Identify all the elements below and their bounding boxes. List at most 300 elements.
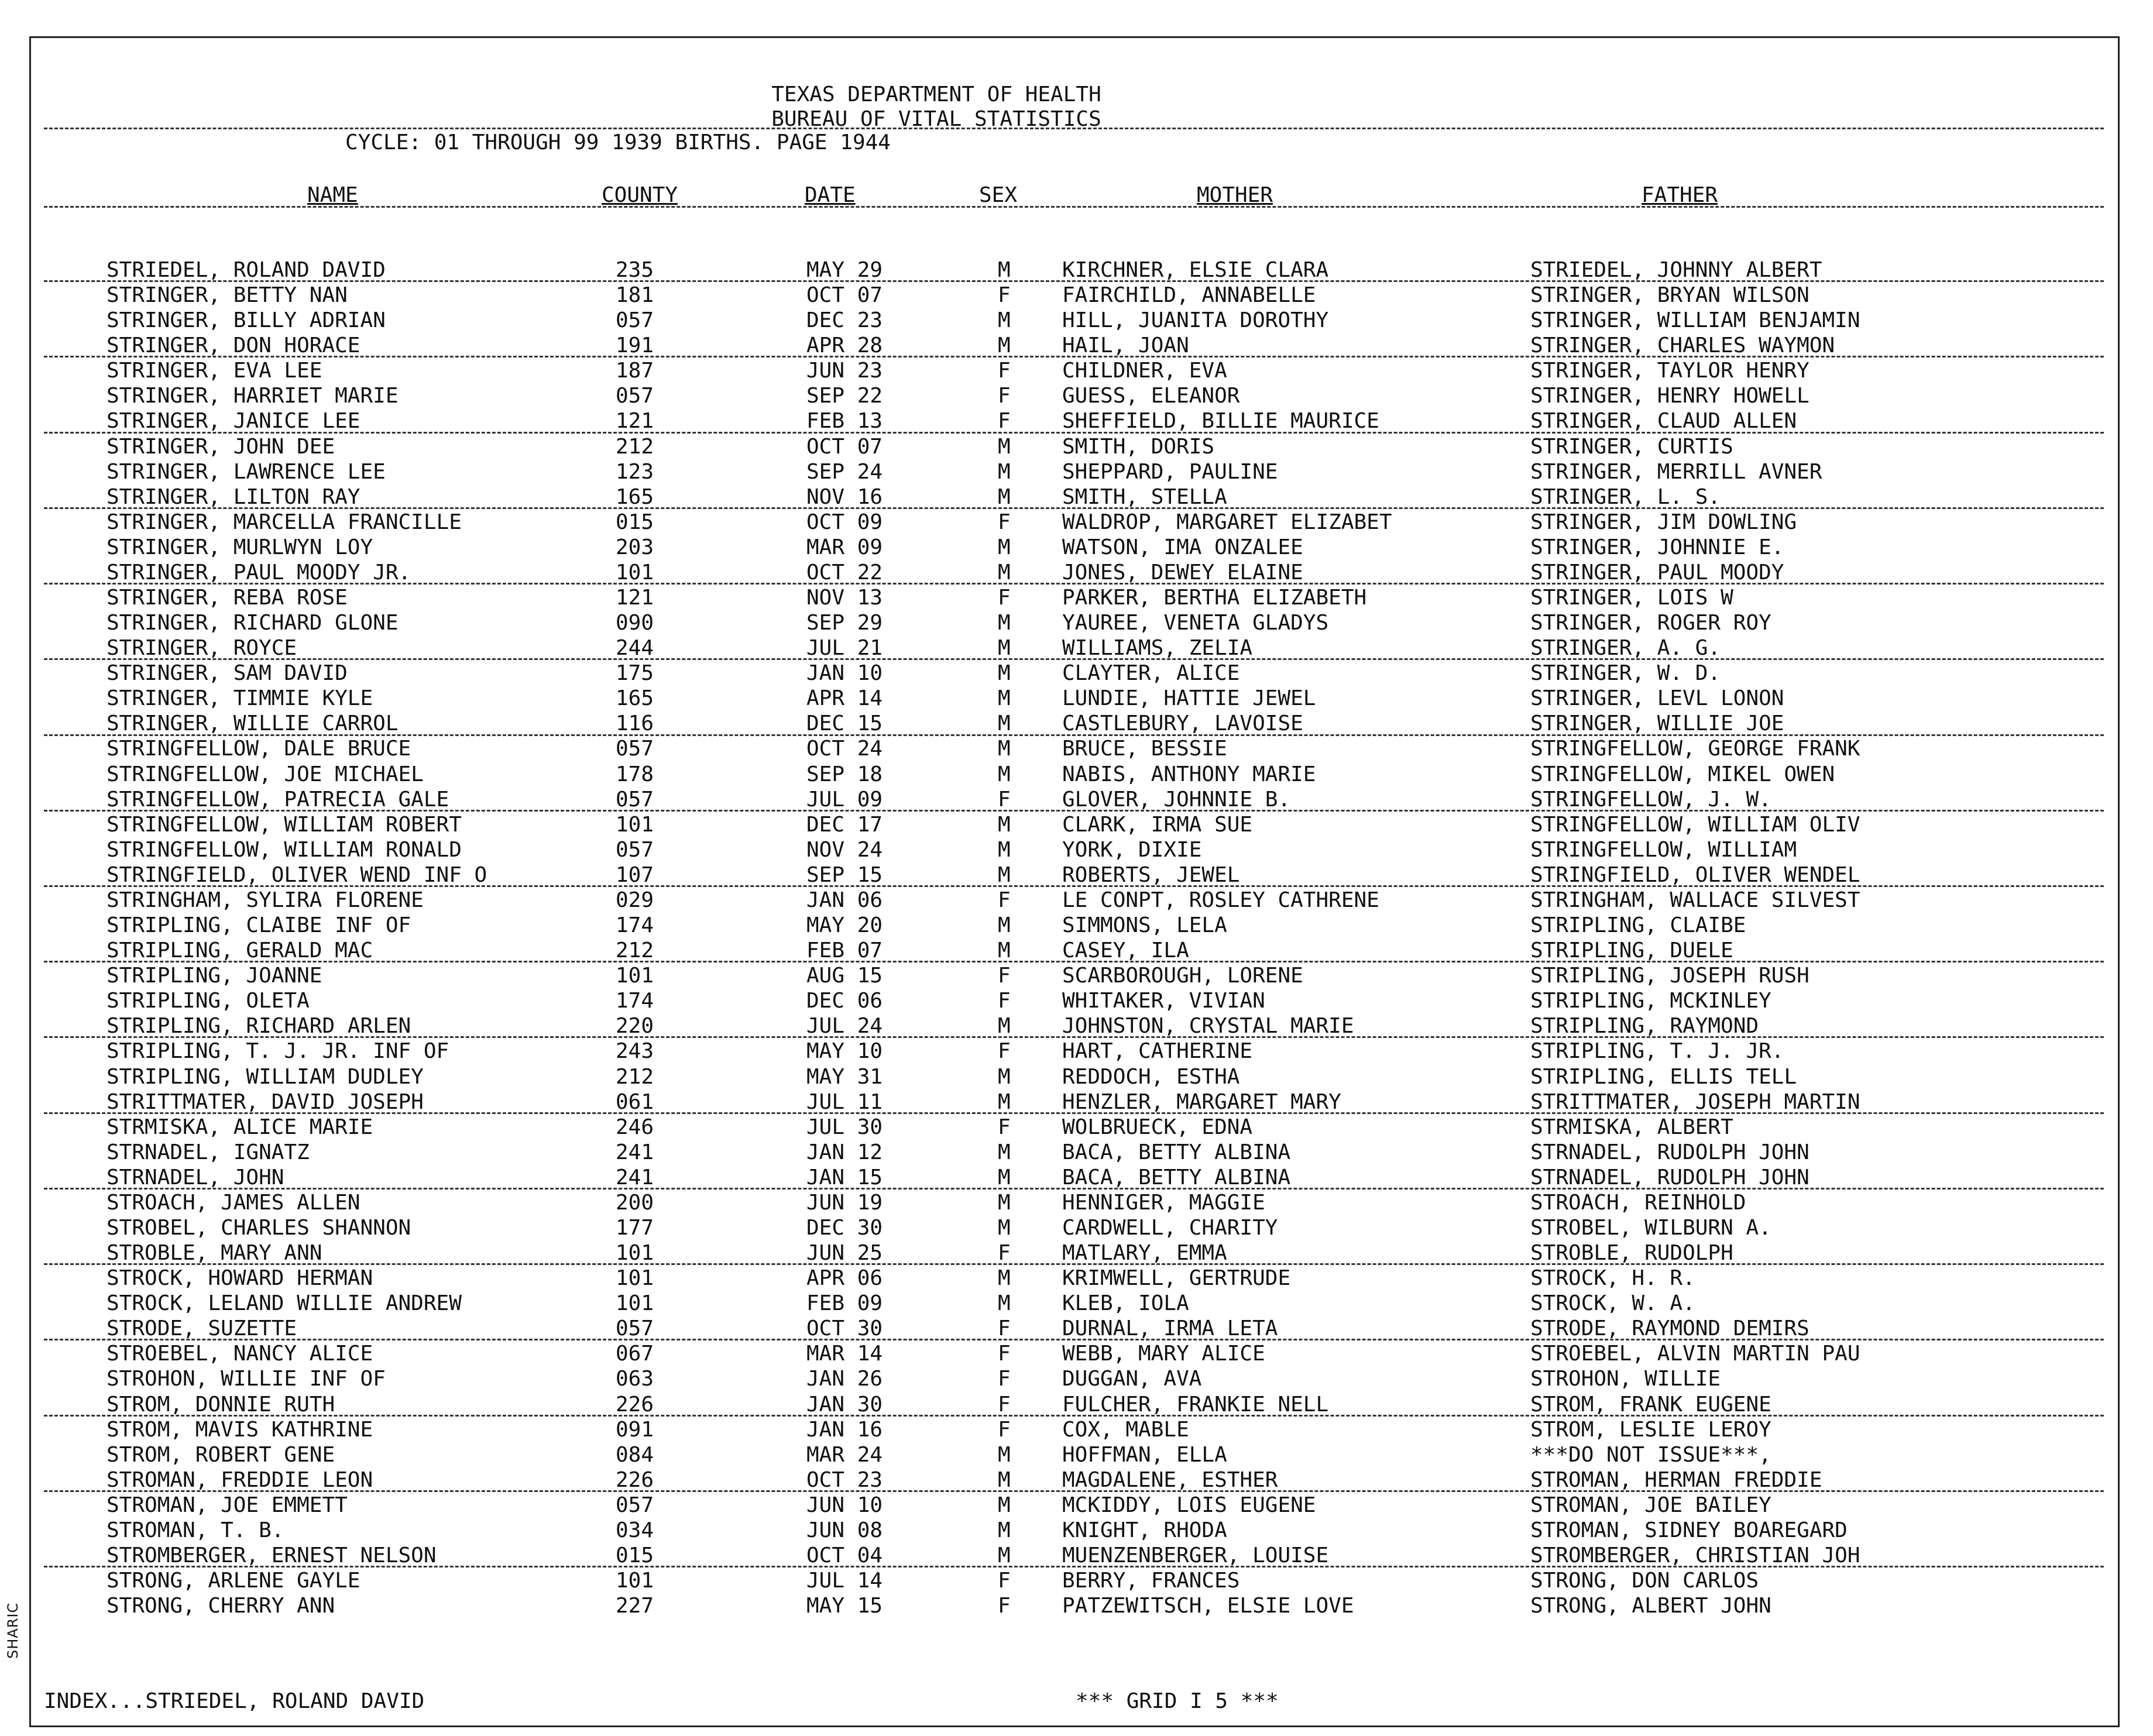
cell-name: STROCK, HOWARD HERMAN — [107, 1266, 373, 1291]
cell-date: JUL 11 — [806, 1089, 883, 1114]
cell-date: MAR 09 — [806, 535, 883, 559]
cell-mother: GUESS, ELEANOR — [1062, 384, 1240, 408]
cell-mother: HART, CATHERINE — [1062, 1039, 1253, 1064]
table-row — [0, 560, 2153, 585]
cell-sex: M — [998, 812, 1011, 837]
cell-date: OCT 07 — [806, 283, 883, 308]
cell-mother: MATLARY, EMMA — [1062, 1241, 1227, 1266]
table-row — [0, 1543, 2153, 1568]
cell-county: 123 — [616, 459, 654, 484]
cell-mother: WHITAKER, VIVIAN — [1062, 989, 1265, 1013]
cell-father: STRINGFELLOW, WILLIAM — [1530, 837, 1797, 862]
cell-father: STROHON, WILLIE — [1530, 1367, 1721, 1391]
cell-date: DEC 17 — [806, 812, 883, 837]
cell-date: MAR 24 — [806, 1442, 883, 1467]
table-row — [0, 308, 2153, 333]
cell-mother: BACA, BETTY ALBINA — [1062, 1140, 1291, 1164]
table-row — [0, 635, 2153, 661]
cell-mother: WOLBRUECK, EDNA — [1062, 1115, 1253, 1139]
cell-date: OCT 22 — [806, 560, 883, 585]
cell-name: STRINGHAM, SYLIRA FLORENE — [107, 888, 424, 912]
cell-mother: SHEFFIELD, BILLIE MAURICE — [1062, 409, 1379, 434]
cell-mother: CASEY, ILA — [1062, 939, 1189, 963]
table-row — [0, 1392, 2153, 1417]
cell-county: 203 — [616, 535, 654, 559]
cell-name: STRONG, CHERRY ANN — [107, 1594, 335, 1618]
cell-father: STRINGER, CLAUD ALLEN — [1530, 409, 1797, 434]
cell-sex: M — [998, 737, 1011, 761]
cell-sex: F — [998, 1417, 1011, 1442]
row-group-rule — [44, 1188, 2104, 1190]
cell-county: 057 — [616, 384, 654, 408]
cell-sex: M — [998, 1266, 1011, 1291]
index-line: INDEX...STRIEDEL, ROLAND DAVID — [44, 1689, 425, 1713]
cell-sex: M — [998, 762, 1011, 786]
cell-sex: M — [998, 1543, 1011, 1567]
table-row — [0, 1493, 2153, 1518]
cell-mother: KNIGHT, RHODA — [1062, 1518, 1227, 1542]
cell-sex: M — [998, 1442, 1011, 1467]
cell-father: STRIEDEL, JOHNNY ALBERT — [1530, 258, 1822, 282]
col-name: NAME — [307, 183, 358, 207]
cell-sex: F — [998, 1594, 1011, 1618]
table-row — [0, 1215, 2153, 1240]
cell-name: STRIPLING, WILLIAM DUDLEY — [107, 1064, 424, 1089]
cell-date: JAN 26 — [806, 1367, 883, 1391]
cell-sex: M — [998, 1518, 1011, 1542]
cell-date: FEB 07 — [806, 939, 883, 963]
cell-date: NOV 24 — [806, 837, 883, 862]
cell-mother: WALDROP, MARGARET ELIZABET — [1062, 510, 1392, 534]
cell-father: STROM, FRANK EUGENE — [1530, 1392, 1771, 1417]
cell-date: JAN 06 — [806, 888, 883, 912]
cell-date: JAN 12 — [806, 1140, 883, 1164]
cell-name: STRINGFELLOW, WILLIAM RONALD — [107, 837, 462, 862]
cell-date: JUN 10 — [806, 1493, 883, 1517]
table-row — [0, 1568, 2153, 1593]
cell-name: STROBLE, MARY ANN — [107, 1241, 322, 1266]
cell-county: 165 — [616, 484, 654, 509]
cell-date: FEB 09 — [806, 1291, 883, 1316]
cell-mother: MCKIDDY, LOIS EUGENE — [1062, 1493, 1316, 1517]
cell-county: 227 — [616, 1594, 654, 1618]
cell-father: STROCK, W. A. — [1530, 1291, 1695, 1316]
cell-mother: WATSON, IMA ONZALEE — [1062, 535, 1303, 559]
cell-sex: M — [998, 258, 1011, 282]
cell-county: 212 — [616, 1064, 654, 1089]
table-row — [0, 686, 2153, 711]
cell-name: STRINGER, EVA LEE — [107, 359, 322, 383]
row-group-rule — [44, 507, 2104, 509]
cell-father: STRNADEL, RUDOLPH JOHN — [1530, 1140, 1809, 1164]
table-row — [0, 1366, 2153, 1391]
cell-sex: M — [998, 1215, 1011, 1240]
cell-mother: BERRY, FRANCES — [1062, 1569, 1240, 1593]
table-row — [0, 358, 2153, 383]
cell-father: STROM, LESLIE LEROY — [1530, 1417, 1771, 1442]
cell-sex: F — [998, 384, 1011, 408]
table-row — [0, 1341, 2153, 1366]
row-group-rule — [44, 1339, 2104, 1340]
cell-name: STROM, ROBERT GENE — [107, 1442, 335, 1467]
cell-date: JAN 16 — [806, 1417, 883, 1442]
cell-father: STRNADEL, RUDOLPH JOHN — [1530, 1165, 1809, 1190]
cell-name: STRINGER, TIMMIE KYLE — [107, 686, 373, 711]
cell-county: 101 — [616, 1291, 654, 1316]
cell-county: 116 — [616, 711, 654, 736]
cell-father: STRODE, RAYMOND DEMIRS — [1530, 1316, 1809, 1341]
bureau-title: BUREAU OF VITAL STATISTICS — [771, 107, 1101, 131]
cell-name: STRINGER, JOHN DEE — [107, 434, 335, 459]
cell-sex: M — [998, 611, 1011, 635]
cell-county: 246 — [616, 1115, 654, 1139]
cell-mother: HENNIGER, MAGGIE — [1062, 1190, 1265, 1215]
cell-county: 057 — [616, 837, 654, 862]
cell-county: 091 — [616, 1417, 654, 1442]
cell-date: DEC 23 — [806, 308, 883, 333]
cell-name: STROMAN, JOE EMMETT — [107, 1493, 348, 1517]
cell-father: STRINGFELLOW, WILLIAM OLIV — [1530, 812, 1860, 837]
cell-date: DEC 30 — [806, 1215, 883, 1240]
cell-name: STROMAN, T. B. — [107, 1518, 284, 1542]
cell-mother: WILLIAMS, ZELIA — [1062, 636, 1253, 661]
cell-mother: ROBERTS, JEWEL — [1062, 862, 1240, 887]
cell-date: OCT 07 — [806, 434, 883, 459]
cell-father: STRINGER, CURTIS — [1530, 434, 1733, 459]
cell-father: STROACH, REINHOLD — [1530, 1190, 1746, 1215]
table-row — [0, 862, 2153, 888]
cell-father: STROMAN, HERMAN FREDDIE — [1530, 1467, 1822, 1492]
row-group-rule — [44, 885, 2104, 887]
cell-mother: WEBB, MARY ALICE — [1062, 1342, 1265, 1366]
cell-date: MAY 31 — [806, 1064, 883, 1089]
cell-mother: YORK, DIXIE — [1062, 837, 1202, 862]
cell-father: STRINGER, ROGER ROY — [1530, 611, 1771, 635]
cell-county: 220 — [616, 1014, 654, 1039]
cell-name: STRINGER, MURLWYN LOY — [107, 535, 373, 559]
cell-mother: YAUREE, VENETA GLADYS — [1062, 611, 1329, 635]
cell-sex: F — [998, 1342, 1011, 1366]
cell-name: STRMISKA, ALICE MARIE — [107, 1115, 373, 1139]
cell-sex: F — [998, 888, 1011, 912]
cell-name: STRIPLING, T. J. JR. INF OF — [107, 1039, 449, 1064]
cell-mother: PARKER, BERTHA ELIZABETH — [1062, 586, 1367, 610]
cell-father: STRINGER, LEVL LONON — [1530, 686, 1784, 711]
cell-county: 015 — [616, 510, 654, 534]
cell-sex: M — [998, 1014, 1011, 1039]
cell-county: 174 — [616, 913, 654, 938]
cell-date: DEC 15 — [806, 711, 883, 736]
cell-sex: M — [998, 1165, 1011, 1190]
cell-date: JAN 10 — [806, 661, 883, 686]
cell-father: STRIPLING, ELLIS TELL — [1530, 1064, 1797, 1089]
row-group-rule — [44, 1036, 2104, 1038]
cell-name: STRINGER, MARCELLA FRANCILLE — [107, 510, 462, 534]
cell-county: 063 — [616, 1367, 654, 1391]
cycle-line: CYCLE: 01 THROUGH 99 1939 BIRTHS. PAGE 1944 — [345, 130, 891, 154]
cell-date: SEP 22 — [806, 384, 883, 408]
cell-county: 067 — [616, 1342, 654, 1366]
cell-county: 101 — [616, 1569, 654, 1593]
cell-sex: F — [998, 989, 1011, 1013]
cell-mother: SMITH, DORIS — [1062, 434, 1215, 459]
cell-name: STRINGFIELD, OLIVER WEND INF O — [107, 862, 487, 887]
table-row — [0, 434, 2153, 459]
cell-mother: DURNAL, IRMA LETA — [1062, 1316, 1278, 1341]
cell-father: STRINGER, BRYAN WILSON — [1530, 283, 1809, 308]
cell-mother: CHILDNER, EVA — [1062, 359, 1227, 383]
cell-father: STRIPLING, CLAIBE — [1530, 913, 1746, 938]
cell-father: STRMISKA, ALBERT — [1530, 1115, 1733, 1139]
cell-mother: FAIRCHILD, ANNABELLE — [1062, 283, 1316, 308]
cell-county: 121 — [616, 409, 654, 434]
cell-date: SEP 29 — [806, 611, 883, 635]
cell-sex: M — [998, 661, 1011, 686]
cell-mother: KRIMWELL, GERTRUDE — [1062, 1266, 1291, 1291]
cell-name: STRODE, SUZETTE — [107, 1316, 297, 1341]
cell-father: STRINGHAM, WALLACE SILVEST — [1530, 888, 1860, 912]
cell-father: STROBEL, WILBURN A. — [1530, 1215, 1771, 1240]
cell-sex: F — [998, 1241, 1011, 1266]
row-group-rule — [44, 734, 2104, 736]
cell-county: 057 — [616, 1493, 654, 1517]
table-row — [0, 913, 2153, 938]
row-group-rule — [44, 810, 2104, 812]
cell-date: JAN 15 — [806, 1165, 883, 1190]
cell-name: STRIPLING, RICHARD ARLEN — [107, 1014, 411, 1039]
cell-name: STROM, DONNIE RUTH — [107, 1392, 335, 1417]
table-row — [0, 1064, 2153, 1089]
cell-date: JUL 09 — [806, 787, 883, 812]
cell-sex: M — [998, 686, 1011, 711]
row-group-rule — [44, 1112, 2104, 1114]
cell-county: 057 — [616, 737, 654, 761]
cell-sex: M — [998, 862, 1011, 887]
cell-mother: NABIS, ANTHONY MARIE — [1062, 762, 1316, 786]
cell-county: 034 — [616, 1518, 654, 1542]
cell-date: JUN 23 — [806, 359, 883, 383]
cell-date: MAY 29 — [806, 258, 883, 282]
cell-mother: PATZEWITSCH, ELSIE LOVE — [1062, 1594, 1354, 1618]
cell-father: STROMBERGER, CHRISTIAN JOH — [1530, 1543, 1860, 1567]
table-row — [0, 1089, 2153, 1115]
cell-name: STRINGER, DON HORACE — [107, 334, 360, 358]
cell-father: STRIPLING, JOSEPH RUSH — [1530, 964, 1809, 988]
cell-county: 165 — [616, 686, 654, 711]
cell-name: STROMAN, FREDDIE LEON — [107, 1467, 373, 1492]
cell-county: 090 — [616, 611, 654, 635]
cell-sex: F — [998, 1316, 1011, 1341]
table-row — [0, 535, 2153, 560]
cell-sex: M — [998, 459, 1011, 484]
cell-sex: M — [998, 484, 1011, 509]
cell-date: JUL 14 — [806, 1569, 883, 1593]
cell-date: JUN 25 — [806, 1241, 883, 1266]
cell-father: STRINGFELLOW, GEORGE FRANK — [1530, 737, 1860, 761]
cell-date: MAY 15 — [806, 1594, 883, 1618]
cell-mother: REDDOCH, ESTHA — [1062, 1064, 1240, 1089]
cell-date: MAY 10 — [806, 1039, 883, 1064]
cell-father: STRINGER, CHARLES WAYMON — [1530, 334, 1835, 358]
row-group-rule — [44, 1490, 2104, 1492]
cell-name: STRNADEL, JOHN — [107, 1165, 284, 1190]
cell-sex: M — [998, 837, 1011, 862]
cell-date: APR 28 — [806, 334, 883, 358]
cell-county: 084 — [616, 1442, 654, 1467]
cell-date: OCT 30 — [806, 1316, 883, 1341]
cell-county: 029 — [616, 888, 654, 912]
cell-date: JUL 30 — [806, 1115, 883, 1139]
cell-name: STRITTMATER, DAVID JOSEPH — [107, 1089, 424, 1114]
table-row — [0, 333, 2153, 358]
cell-father: STRONG, ALBERT JOHN — [1530, 1594, 1771, 1618]
table-row — [0, 408, 2153, 434]
cell-date: SEP 24 — [806, 459, 883, 484]
cell-name: STROM, MAVIS KATHRINE — [107, 1417, 373, 1442]
cell-father: STRINGER, WILLIE JOE — [1530, 711, 1784, 736]
table-row — [0, 283, 2153, 308]
cell-sex: M — [998, 560, 1011, 585]
cell-father: STRINGER, W. D. — [1530, 661, 1721, 686]
cell-county: 057 — [616, 308, 654, 333]
cell-name: STRINGER, BETTY NAN — [107, 283, 348, 308]
cell-county: 181 — [616, 283, 654, 308]
cell-county: 241 — [616, 1140, 654, 1164]
cell-mother: SCARBOROUGH, LORENE — [1062, 964, 1303, 988]
table-row — [0, 1467, 2153, 1493]
cell-name: STRIPLING, CLAIBE INF OF — [107, 913, 411, 938]
cell-date: JUL 24 — [806, 1014, 883, 1039]
cell-mother: HENZLER, MARGARET MARY — [1062, 1089, 1341, 1114]
table-row — [0, 1518, 2153, 1543]
cell-name: STRINGER, REBA ROSE — [107, 586, 348, 610]
cell-name: STRINGFELLOW, PATRECIA GALE — [107, 787, 449, 812]
table-row — [0, 1291, 2153, 1316]
cell-sex: F — [998, 964, 1011, 988]
cell-name: STROMBERGER, ERNEST NELSON — [107, 1543, 437, 1567]
cell-name: STRINGER, BILLY ADRIAN — [107, 308, 386, 333]
row-group-rule — [44, 658, 2104, 660]
cell-date: JUL 21 — [806, 636, 883, 661]
cell-date: SEP 18 — [806, 762, 883, 786]
cell-county: 107 — [616, 862, 654, 887]
cell-date: OCT 04 — [806, 1543, 883, 1567]
cell-sex: M — [998, 535, 1011, 559]
cell-father: STRINGER, L. S. — [1530, 484, 1721, 509]
cell-mother: CASTLEBURY, LAVOISE — [1062, 711, 1303, 736]
cell-date: OCT 09 — [806, 510, 883, 534]
cell-sex: F — [998, 1039, 1011, 1064]
table-row — [0, 383, 2153, 408]
cell-mother: KLEB, IOLA — [1062, 1291, 1189, 1316]
row-group-rule — [44, 583, 2104, 585]
cell-name: STRINGER, HARRIET MARIE — [107, 384, 399, 408]
table-row — [0, 1039, 2153, 1064]
cell-mother: BRUCE, BESSIE — [1062, 737, 1227, 761]
table-row — [0, 257, 2153, 283]
cell-mother: CLARK, IRMA SUE — [1062, 812, 1253, 837]
table-row — [0, 1140, 2153, 1165]
table-row — [0, 1417, 2153, 1442]
cell-name: STRINGER, ROYCE — [107, 636, 297, 661]
cell-name: STROBEL, CHARLES SHANNON — [107, 1215, 411, 1240]
cell-sex: F — [998, 787, 1011, 812]
table-row — [0, 1593, 2153, 1618]
cell-mother: HILL, JUANITA DOROTHY — [1062, 308, 1329, 333]
table-row — [0, 1115, 2153, 1140]
cell-mother: MAGDALENE, ESTHER — [1062, 1467, 1278, 1492]
table-row — [0, 812, 2153, 837]
cell-name: STRINGFELLOW, DALE BRUCE — [107, 737, 411, 761]
table-row — [0, 711, 2153, 736]
cell-sex: M — [998, 1190, 1011, 1215]
cell-name: STRIPLING, GERALD MAC — [107, 939, 373, 963]
cell-date: APR 14 — [806, 686, 883, 711]
cell-sex: F — [998, 283, 1011, 308]
cell-mother: DUGGAN, AVA — [1062, 1367, 1202, 1391]
cell-mother: BACA, BETTY ALBINA — [1062, 1165, 1291, 1190]
cell-sex: F — [998, 1569, 1011, 1593]
table-row — [0, 459, 2153, 484]
cell-date: NOV 13 — [806, 586, 883, 610]
table-row — [0, 888, 2153, 913]
cell-date: JAN 30 — [806, 1392, 883, 1417]
cell-mother: SIMMONS, LELA — [1062, 913, 1227, 938]
cell-sex: M — [998, 1089, 1011, 1114]
cell-county: 015 — [616, 1543, 654, 1567]
cell-sex: F — [998, 586, 1011, 610]
cell-county: 226 — [616, 1392, 654, 1417]
cell-sex: M — [998, 939, 1011, 963]
cell-sex: M — [998, 308, 1011, 333]
cell-date: MAY 20 — [806, 913, 883, 938]
cell-sex: F — [998, 359, 1011, 383]
cell-father: STRIPLING, RAYMOND — [1530, 1014, 1759, 1039]
cell-sex: M — [998, 1140, 1011, 1164]
col-date: DATE — [805, 183, 856, 207]
row-group-rule — [44, 961, 2104, 962]
cell-name: STRINGFELLOW, JOE MICHAEL — [107, 762, 424, 786]
table-row — [0, 484, 2153, 510]
row-group-rule — [44, 1415, 2104, 1417]
row-group-rule — [44, 1566, 2104, 1567]
cell-father: STRINGER, MERRILL AVNER — [1530, 459, 1822, 484]
row-group-rule — [44, 432, 2104, 434]
cell-county: 177 — [616, 1215, 654, 1240]
table-row — [0, 1165, 2153, 1190]
cell-sex: M — [998, 636, 1011, 661]
cell-sex: M — [998, 434, 1011, 459]
cell-date: DEC 06 — [806, 989, 883, 1013]
cell-father: STRINGER, JIM DOWLING — [1530, 510, 1797, 534]
table-row — [0, 661, 2153, 686]
cell-father: STRINGFELLOW, MIKEL OWEN — [1530, 762, 1835, 786]
cell-name: STRINGER, WILLIE CARROL — [107, 711, 399, 736]
col-county: COUNTY — [602, 183, 678, 207]
cell-mother: SHEPPARD, PAULINE — [1062, 459, 1278, 484]
cell-mother: LE CONPT, ROSLEY CATHRENE — [1062, 888, 1379, 912]
cell-county: 178 — [616, 762, 654, 786]
cell-date: NOV 16 — [806, 484, 883, 509]
cell-name: STROCK, LELAND WILLIE ANDREW — [107, 1291, 462, 1316]
row-group-rule — [44, 1263, 2104, 1265]
row-group-rule — [44, 280, 2104, 282]
cell-county: 243 — [616, 1039, 654, 1064]
cell-sex: M — [998, 913, 1011, 938]
cell-mother: HAIL, JOAN — [1062, 334, 1189, 358]
cell-county: 244 — [616, 636, 654, 661]
cell-mother: GLOVER, JOHNNIE B. — [1062, 787, 1291, 812]
